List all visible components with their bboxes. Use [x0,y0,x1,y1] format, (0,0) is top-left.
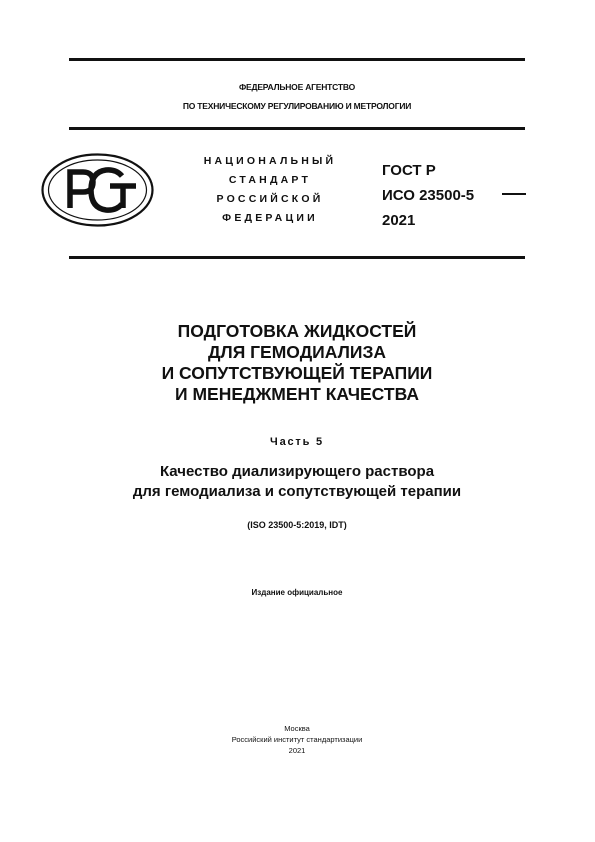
imprint [69,723,525,756]
title-line: ДЛЯ ГЕМОДИАЛИЗА [207,342,387,362]
subtitle-line: Качество диализирующего раствора [159,463,435,480]
edition-note: Издание официальное [251,588,343,597]
document-subtitle [69,462,525,502]
title-line: И СОПУТСТВУЮЩЕЙ ТЕРАПИИ [161,363,433,383]
imprint-city: Москва [284,724,310,733]
designation-line-2: ИСО 23500-5 [382,187,475,204]
imprint-publisher: Российский институт стандартизации [231,735,363,744]
subtitle-line: для гемодиализа и сопутствующей терапии [132,483,462,500]
logo-rule [69,256,525,259]
title-line: ПОДГОТОВКА ЖИДКОСТЕЙ [177,321,417,341]
part-label: Часть 5 [270,436,324,448]
agency-line-2: ПО ТЕХНИЧЕСКОМУ РЕГУЛИРОВАНИЮ И МЕТРОЛОГИИ [182,101,412,111]
standard-type-line: СТАНДАРТ [228,174,312,186]
top-rule [69,58,525,61]
standard-type-line: НАЦИОНАЛЬНЫЙ [203,155,337,167]
gost-r-certification-emblem-icon [40,152,155,228]
gost-r-logo [40,152,155,228]
iso-reference: (ISO 23500-5:2019, IDT) [247,520,347,530]
standard-type-line: РОССИЙСКОЙ [216,193,324,205]
title-line: И МЕНЕДЖМЕНТ КАЧЕСТВА [175,384,419,404]
designation-line-3: 2021 [382,212,416,229]
designation-line-1: ГОСТ Р [382,162,436,179]
designation-dash [502,193,526,195]
agency-rule [69,127,525,130]
standard-type-line: ФЕДЕРАЦИИ [222,212,318,224]
standard-designation [382,158,474,233]
imprint-year: 2021 [288,746,306,755]
agency-line-1: ФЕДЕРАЛЬНОЕ АГЕНТСТВО [238,82,356,92]
document-title [69,321,525,405]
standard-type [190,152,350,228]
